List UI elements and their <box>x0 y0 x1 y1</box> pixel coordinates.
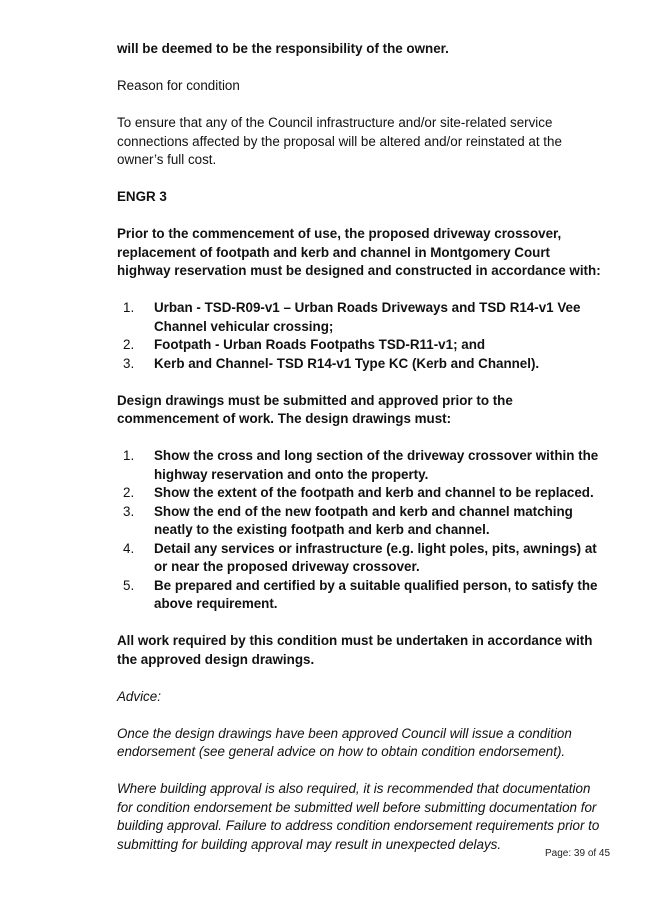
list-text: Urban - TSD-R09-v1 – Urban Roads Driveways and TSD R14-v1 Vee Channel vehicular crossing; <box>154 300 581 334</box>
list-item <box>117 540 607 577</box>
list-number: 4. <box>123 540 135 556</box>
drawings-intro: Design drawings must be submitted and approved prior to the commencement of work. The design drawings must: <box>117 392 513 426</box>
advice-paragraph-1: Once the design drawings have been approved Council will issue a condition endorsement (see general advice on how to obtain condition endorsement). <box>117 725 572 759</box>
reason-text: To ensure that any of the Council infrastructure and/or site-related service connections affected by the proposal will be altered and/or reinstated at the owner’s full cost. <box>117 115 562 167</box>
list-item <box>117 484 607 503</box>
list-text: Kerb and Channel- TSD R14-v1 Type KC (Kerb and Channel). <box>154 355 540 371</box>
drawing-requirements-list <box>117 447 607 614</box>
reason-heading: Reason for condition <box>117 78 240 93</box>
list-item <box>117 447 607 484</box>
list-number: 1. <box>123 448 135 463</box>
list-text: Footpath - Urban Roads Footpaths TSD-R11-v1; and <box>154 337 486 352</box>
advice-paragraph-2: Where building approval is also required, it is recommended that documentation for condition endorsement be submitted well before submitting documentation for building approval. Failure to address condition endorsement requirements prior to submitting for building approval may result in unexpected delays. <box>117 781 600 852</box>
list-number: 3. <box>123 503 135 519</box>
list-text: Show the extent of the footpath and kerb and channel to be replaced. <box>154 485 594 500</box>
list-text: Show the cross and long section of the driveway crossover within the highway reservation and onto the property. <box>154 448 599 482</box>
list-text: Be prepared and certified by a suitable qualified person, to satisfy the above requirement. <box>154 577 598 611</box>
advice-heading: Advice: <box>117 688 161 704</box>
list-number: 2. <box>123 337 135 352</box>
list-item <box>117 336 607 355</box>
list-text: Show the end of the new footpath and kerb and channel matching neatly to the existing footpath and kerb and channel. <box>154 503 573 537</box>
list-number: 3. <box>123 355 135 371</box>
list-text: Detail any services or infrastructure (e.g. light poles, pits, awnings) at or near the proposed driveway crossover. <box>154 540 597 574</box>
top-line: will be deemed to be the responsibility of the owner. <box>117 41 449 56</box>
list-item <box>117 299 607 336</box>
list-item <box>117 355 607 374</box>
list-number: 5. <box>123 577 135 593</box>
standards-list <box>117 299 607 373</box>
list-number: 2. <box>123 485 135 500</box>
engr-heading: ENGR 3 <box>117 189 167 204</box>
list-item <box>117 503 607 540</box>
list-number: 1. <box>123 300 135 315</box>
work-statement: All work required by this condition must be undertaken in accordance with the approved design drawings. <box>117 633 593 667</box>
list-item <box>117 577 607 614</box>
page-number: Page: 39 of 45 <box>545 848 611 859</box>
document-page <box>117 40 607 854</box>
condition-intro: Prior to the commencement of use, the proposed driveway crossover, replacement of footpath and kerb and channel in Montgomery Court highway reservation must be designed and constructed in accordance with: <box>117 226 601 278</box>
